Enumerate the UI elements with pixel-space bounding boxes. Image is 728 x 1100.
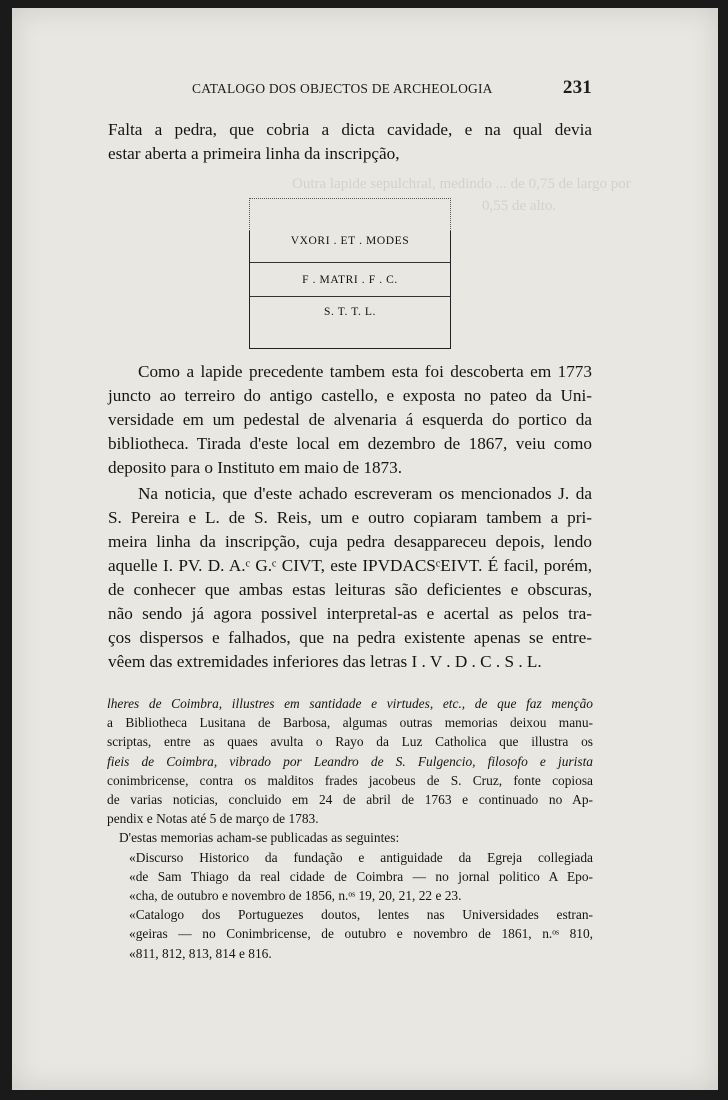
text-line: aquelle I. PV. D. A.ᶜ G.ᶜ CIVT, este IPVDACSᶜEIVT. É facil, porém, xyxy=(108,556,592,575)
show-through-text: Outra lapide sepulchral, medindo ... de 0,75 de largo por xyxy=(292,176,631,192)
text-line: meira linha da inscripção, cuja pedra desappareceu depois, lendo xyxy=(108,532,592,551)
intro-paragraph xyxy=(108,118,592,166)
footnote-line: scriptas, entre as quaes avulta o Rayo da Luz Catholica que illustra os xyxy=(107,734,593,750)
inscription-box xyxy=(249,230,451,349)
footnote-line: conimbricense, contra os malditos frades jacobeus de S. Cruz, fonte copiosa xyxy=(107,772,593,788)
footnote xyxy=(107,694,593,963)
text-line: juncto ao terreiro do antigo castello, e exposta no pateo da Uni- xyxy=(108,386,592,405)
missing-stone-outline xyxy=(249,198,451,231)
footnote-line: D'estas memorias acham-se publicadas as seguintes: xyxy=(119,830,400,846)
text-line: S. Pereira e L. de S. Reis, um e outro copiaram tambem a pri- xyxy=(108,508,592,527)
footnote-line: «geiras — no Conimbricense, de outubro e novembro de 1861, n.ᵒˢ 810, xyxy=(129,926,593,942)
footnote-line: «811, 812, 813, 814 e 816. xyxy=(129,945,272,961)
text-line: Como a lapide precedente tambem esta foi descoberta em 1773 xyxy=(138,362,592,381)
footnote-line: fieis de Coimbra, vibrado por Leandro de S. Fulgencio, filosofo e jurista xyxy=(107,753,593,769)
inscription-line: F . MATRI . F . C. xyxy=(302,274,398,286)
text-line: vêem das extremidades inferiores das letras I . V . D . C . S . L. xyxy=(108,652,542,671)
paragraph-readings xyxy=(108,482,592,674)
footnote-line: «Discurso Historico da fundação e antiguidade da Egreja collegiada xyxy=(129,849,593,865)
inscription-line: S. T. T. L. xyxy=(323,306,377,318)
inscription-rule xyxy=(250,262,450,263)
text-line: deposito para o Instituto em maio de 1873. xyxy=(108,458,403,477)
text-line: versidade em um pedestal de alvenaria á esquerda do portico da xyxy=(108,410,592,429)
paragraph-discovery xyxy=(108,360,592,480)
footnote-line: pendix e Notas até 5 de março de 1783. xyxy=(107,811,319,827)
page-number: 231 xyxy=(562,77,592,98)
running-header xyxy=(192,77,592,98)
text-line: Falta a pedra, que cobria a dicta cavidade, e na qual devia xyxy=(108,120,592,139)
text-line: bibliotheca. Tirada d'este local em dezembro de 1867, veiu como xyxy=(108,434,592,453)
footnote-line: lheres de Coimbra, illustres em santidade e virtudes, etc., de que faz menção xyxy=(107,696,593,711)
footnote-line: «Catalogo dos Portuguezes doutos, lentes nas Universidades estran- xyxy=(129,907,593,923)
footnote-line: de varias noticias, concluido em 24 de abril de 1763 e continuado no Ap- xyxy=(107,792,593,808)
text-line: ços dispersos e falhados, que na pedra existente apenas se entre- xyxy=(108,628,592,647)
header-title: CATALOGO DOS OBJECTOS DE ARCHEOLOGIA xyxy=(192,81,493,96)
footnote-line: «de Sam Thiago da real cidade de Coimbra — no jornal politico A Epo- xyxy=(129,868,593,884)
footnote-line: «cha, de outubro e novembro de 1856, n.ᵒˢ 19, 20, 21, 22 e 23. xyxy=(129,888,462,904)
document-page xyxy=(12,8,718,1090)
text-line: estar aberta a primeira linha da inscripção, xyxy=(108,144,400,163)
text-line: não sendo já agora possivel interpretal-as e acertal as pelos tra- xyxy=(108,604,592,623)
inscription-rule xyxy=(250,296,450,297)
footnote-line: a Bibliotheca Lusitana de Barbosa, algumas outras memorias deixou manu- xyxy=(107,715,593,731)
show-through-text: 0,55 de alto. xyxy=(482,198,557,214)
text-line: Na noticia, que d'este achado escreveram os mencionados J. da xyxy=(138,484,592,503)
text-line: de conhecer que ambas estas leituras são deficientes e obscuras, xyxy=(108,580,592,599)
inscription-line: VXORI . ET . MODES xyxy=(290,235,410,247)
